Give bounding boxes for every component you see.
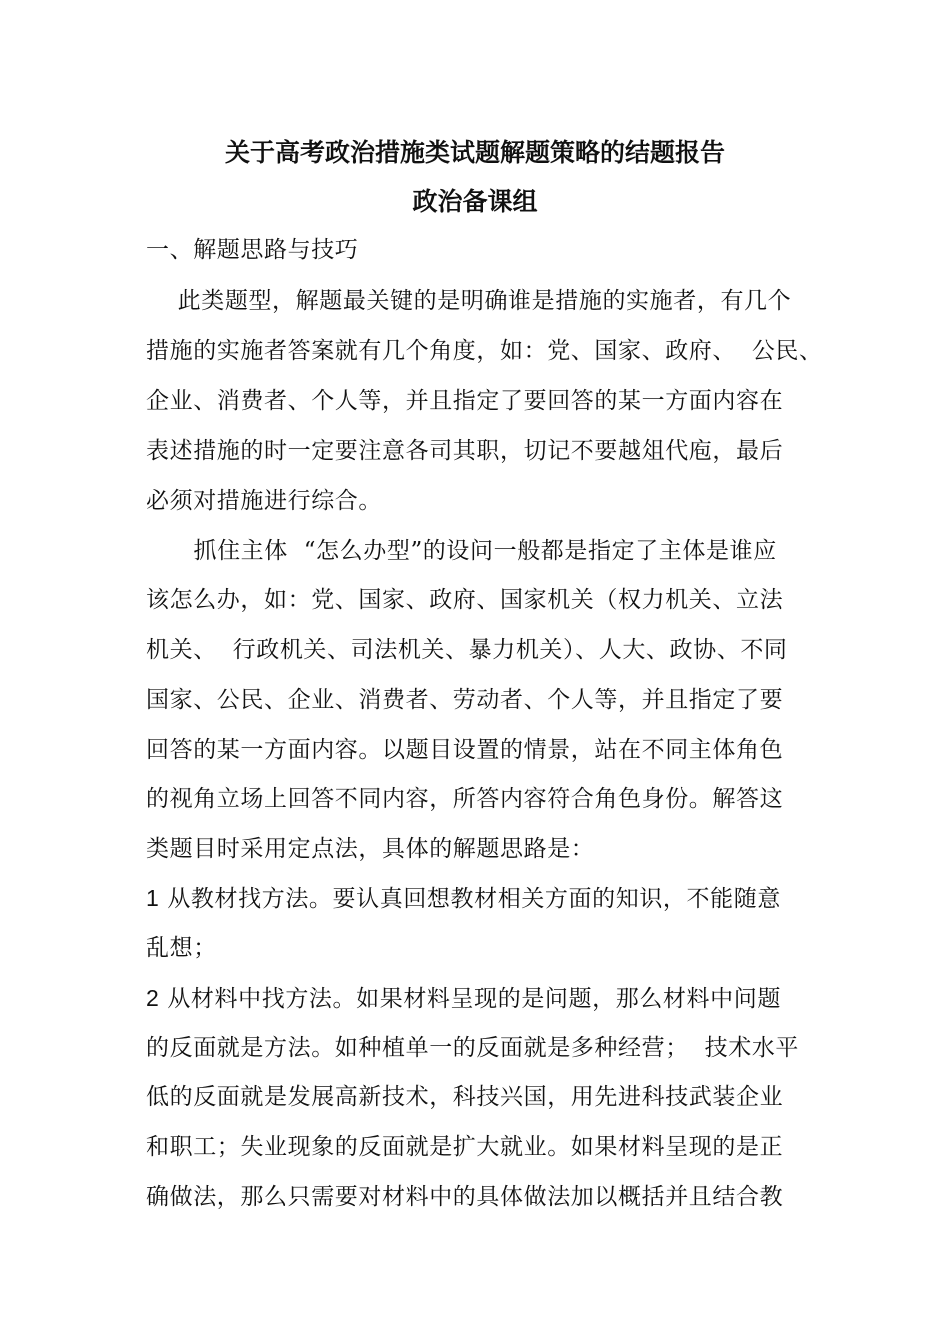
section-heading: 一、解题思路与技巧 (146, 237, 359, 263)
list-item-text: 从教材找方法。要认真回想教材相关方面的知识，不能随意 (167, 886, 781, 912)
list-item-1 (146, 878, 781, 919)
list-item-number: 2 (146, 985, 160, 1011)
document-title: 关于高考政治措施类试题解题策略的结题报告 (224, 138, 725, 167)
paragraph-line: 该怎么办，如：党、国家、政府、国家机关（权力机关、立法 (146, 587, 784, 613)
paragraph-line: 乱想； (146, 935, 217, 961)
paragraph-line: 表述措施的时一定要注意各司其职，切记不要越俎代庖，最后 (146, 438, 784, 464)
paragraph-line: 低的反面就是发展高新技术，科技兴国，用先进科技武装企业 (146, 1084, 784, 1110)
paragraph-line: 类题目时采用定点法，具体的解题思路是： (146, 836, 595, 862)
paragraph-line: 和职工；失业现象的反面就是扩大就业。如果材料呈现的是正 (146, 1134, 784, 1160)
paragraph-line: 机关、 行政机关、司法机关、暴力机关）、人大、政协、不同 (146, 637, 788, 663)
paragraph-line: 的反面就是方法。如种植单一的反面就是多种经营； 技术水平 (146, 1035, 800, 1061)
list-item-2 (146, 978, 781, 1019)
list-item-text: 从材料中找方法。如果材料呈现的是问题，那么材料中问题 (167, 986, 781, 1012)
paragraph-line: 必须对措施进行综合。 (146, 488, 382, 514)
paragraph-line: 企业、消费者、个人等，并且指定了要回答的某一方面内容在 (146, 388, 784, 414)
paragraph-line: 的视角立场上回答不同内容，所答内容符合角色身份。解答这 (146, 786, 784, 812)
paragraph-line: 措施的实施者答案就有几个角度，如：党、国家、政府、 公民、 (146, 338, 823, 364)
list-item-number: 1 (146, 885, 160, 911)
document-subtitle: 政治备课组 (412, 187, 538, 216)
paragraph-line: 国家、公民、企业、消费者、劳动者、个人等，并且指定了要 (146, 687, 784, 713)
paragraph-line: 此类题型，解题最关键的是明确谁是措施的实施者，有几个 (146, 288, 792, 314)
paragraph-line: 抓住主体 “怎么办型”的设问一般都是指定了主体是谁应 (146, 538, 777, 564)
paragraph-line: 确做法，那么只需要对材料中的具体做法加以概括并且结合教 (146, 1184, 784, 1210)
paragraph-line: 回答的某一方面内容。以题目设置的情景，站在不同主体角色 (146, 737, 784, 763)
